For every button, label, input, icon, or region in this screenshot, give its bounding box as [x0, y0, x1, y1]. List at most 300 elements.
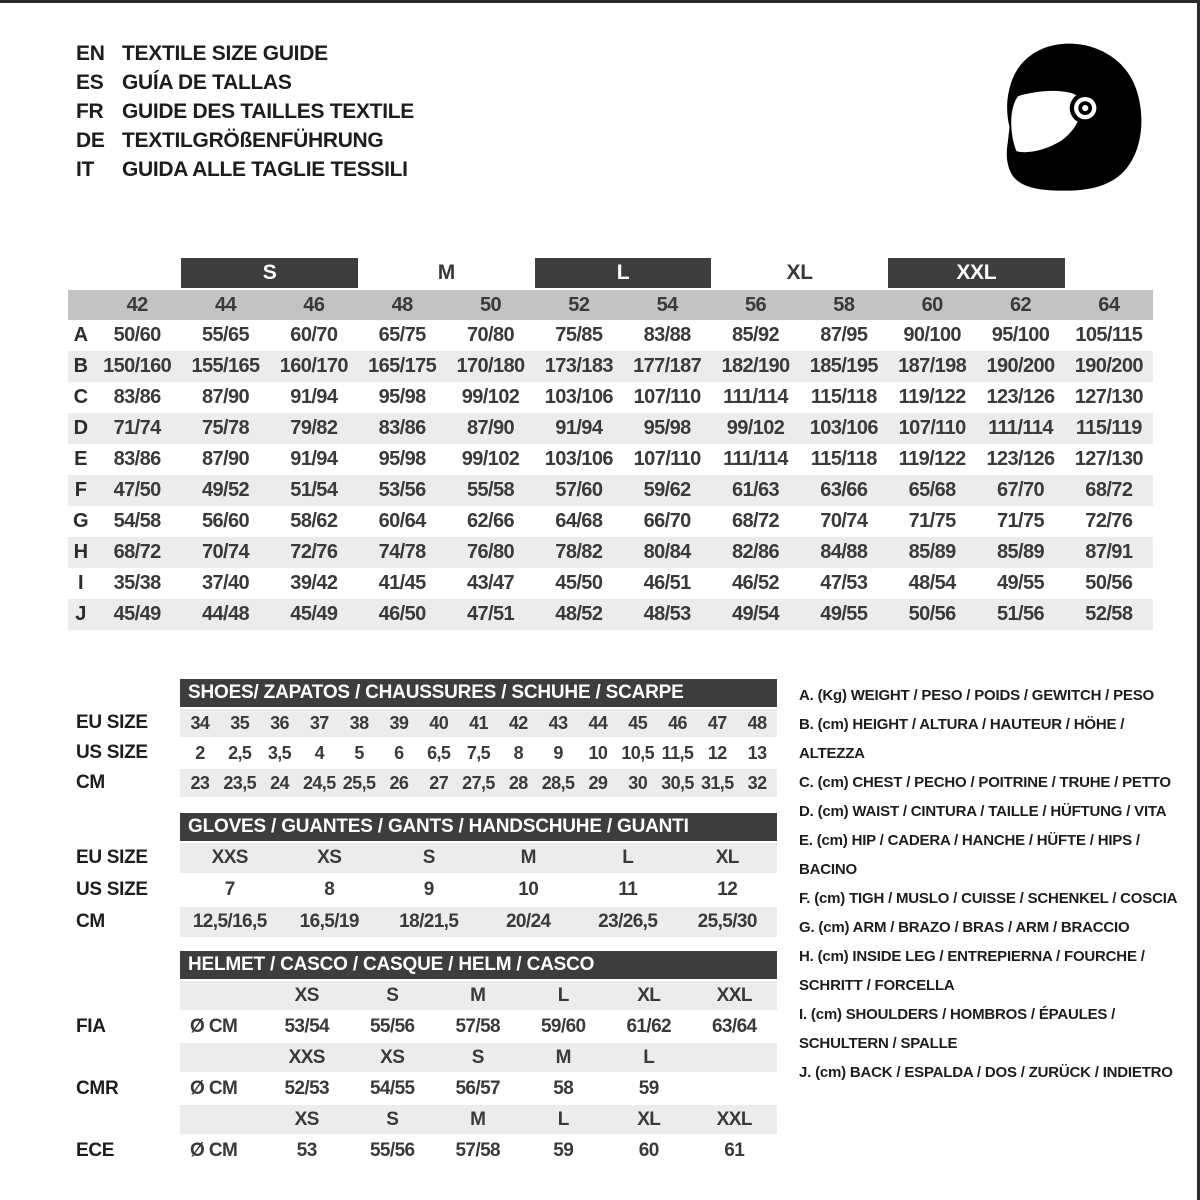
row-label: J	[75, 603, 86, 625]
shoes-size-cell: 31,5	[700, 772, 734, 793]
measurement-cell: 103/106	[544, 448, 613, 470]
measurement-cell: 95/100	[991, 324, 1050, 346]
row-label: G	[73, 510, 88, 532]
numeric-size-cell: 48	[391, 294, 413, 316]
measurement-cell: 91/94	[555, 417, 603, 439]
measurement-cell: 170/180	[456, 355, 525, 377]
helmet-size-cell: L	[557, 1108, 569, 1130]
measurement-cell: 75/85	[555, 324, 603, 346]
helmet-title: HELMET / CASCO / CASQUE / HELM / CASCO	[180, 951, 777, 979]
gloves-size-cell: 20/24	[505, 911, 551, 932]
shoes-size-cell: 38	[349, 712, 369, 733]
gloves-table	[68, 813, 778, 937]
size-group-m	[358, 258, 535, 288]
shoes-size-cell: 30	[628, 772, 648, 793]
measurement-cell: 76/80	[466, 541, 515, 563]
measurement-cell: 48/54	[908, 572, 956, 594]
helmet-value-cell: 55/56	[369, 1139, 415, 1161]
shoes-size-cell: 42	[508, 712, 528, 733]
measurement-cell: 80/84	[643, 541, 691, 563]
helmet-size-cell: XXL	[716, 1108, 752, 1130]
shoes-row	[180, 709, 777, 737]
row-label: C	[73, 386, 88, 408]
standard-label-ece: ECE	[76, 1139, 115, 1161]
size-group-label: XL	[786, 261, 813, 284]
textile-size-table	[68, 258, 1153, 630]
measurement-cell: 56/60	[201, 510, 250, 532]
helmet-value-cell: 63/64	[711, 1015, 757, 1037]
measurement-cell: 67/70	[996, 479, 1045, 501]
measurement-cell: 60/70	[290, 324, 338, 346]
helmet-size-cell: L	[643, 1046, 655, 1068]
language-title: TEXTILE SIZE GUIDE	[122, 42, 328, 65]
measurement-cell: 111/114	[988, 417, 1053, 439]
measurement-cell: 83/86	[113, 386, 161, 408]
measurement-cell: 103/106	[809, 417, 878, 439]
measurement-row	[68, 320, 1153, 351]
helmet-size-cell: M	[555, 1046, 571, 1068]
helmet-size-cell: XS	[294, 1108, 319, 1130]
gloves-size-cell: M	[520, 847, 536, 868]
shoes-size-cell: 23,5	[223, 772, 257, 793]
measurement-cell: 44/48	[201, 603, 250, 625]
measurement-cell: 105/115	[1075, 324, 1143, 346]
gloves-size-cell: 25,5/30	[697, 911, 757, 932]
helmet-size-row	[180, 981, 777, 1010]
measurement-cell: 150/160	[103, 355, 172, 377]
measurement-cell: 51/54	[290, 479, 338, 501]
measurement-cell: 83/86	[113, 448, 161, 470]
gloves-size-cell: 16,5/19	[299, 911, 359, 932]
measurement-cell: 115/119	[1075, 417, 1142, 439]
shoes-size-cell: 44	[588, 712, 608, 733]
row-label: F	[74, 479, 87, 501]
shoes-size-cell: 3,5	[267, 742, 292, 763]
gloves-size-cell: 9	[423, 879, 434, 900]
shoes-size-cell: 27	[429, 772, 449, 793]
shoes-size-cell: 30,5	[661, 772, 694, 793]
measurement-cell: 49/55	[820, 603, 868, 625]
helmet-value-cell: 59	[638, 1077, 659, 1099]
measurement-cell: 50/56	[1085, 572, 1133, 594]
helmet-value-cell: 53	[296, 1139, 317, 1161]
helmet-size-cell: XL	[637, 984, 661, 1006]
measurement-cell: 47/50	[113, 479, 161, 501]
measurement-cell: 41/45	[378, 572, 426, 594]
shoes-table	[68, 679, 778, 797]
shoes-size-cell: 11,5	[661, 742, 694, 763]
language-code: FR	[76, 100, 104, 123]
measurement-cell: 58/62	[290, 510, 338, 532]
shoes-size-cell: 12	[707, 742, 727, 763]
measurement-cell: 95/98	[378, 448, 426, 470]
shoes-size-cell: 2	[195, 742, 205, 763]
helmet-value-cell: 55/56	[369, 1015, 415, 1037]
helmet-size-cell: XS	[294, 984, 319, 1006]
row-label-cm: CM	[76, 911, 105, 932]
legend-entry: J. (cm) BACK / ESPALDA / DOS / ZURÜCK / INDIETRO	[799, 1064, 1173, 1081]
numeric-size-cell: 64	[1098, 294, 1120, 316]
measurement-cell: 48/52	[555, 603, 603, 625]
measurement-cell: 50/60	[113, 324, 161, 346]
numeric-size-cell: 54	[656, 294, 678, 316]
measurement-cell: 45/50	[555, 572, 603, 594]
measurement-cell: 55/65	[201, 324, 250, 346]
measurement-cell: 79/82	[290, 417, 338, 439]
measurement-cell: 47/51	[466, 603, 515, 625]
numeric-size-cell: 56	[744, 294, 767, 316]
legend-entry: B. (cm) HEIGHT / ALTURA / HAUTEUR / HÖHE / ALTEZZA	[799, 716, 1125, 762]
numeric-size-cell: 58	[833, 294, 855, 316]
shoes-size-cell: 34	[190, 712, 210, 733]
row-label: B	[73, 355, 88, 377]
measurement-cell: 60/64	[378, 510, 426, 532]
measurement-cell: 68/72	[1085, 479, 1133, 501]
measurement-cell: 46/52	[731, 572, 780, 594]
gloves-size-cell: 8	[324, 879, 335, 900]
shoes-size-cell: 2,5	[228, 742, 252, 763]
measurement-cell: 45/49	[113, 603, 161, 625]
helmet-value-cell: 59/60	[540, 1015, 586, 1037]
shoes-size-cell: 45	[628, 712, 648, 733]
shoes-size-cell: 9	[553, 742, 563, 763]
measurement-cell: 50/56	[908, 603, 956, 625]
gloves-size-cell: 12,5/16,5	[192, 911, 267, 932]
measurement-cell: 71/74	[113, 417, 161, 439]
size-group-label: L	[535, 258, 712, 288]
measurement-cell: 59/62	[643, 479, 691, 501]
measurement-cell: 115/118	[810, 448, 877, 470]
measurement-cell: 99/102	[461, 386, 520, 408]
helmet-value-row	[180, 1012, 777, 1041]
row-label: I	[78, 572, 83, 594]
measurement-cell: 182/190	[721, 355, 790, 377]
measurement-cell: 127/130	[1074, 386, 1143, 408]
measurement-cell: 87/95	[820, 324, 868, 346]
gloves-size-cell: 10	[518, 879, 539, 900]
shoes-size-cell: 24	[270, 772, 289, 793]
helmet-size-row	[180, 1043, 777, 1072]
measurement-cell: 68/72	[113, 541, 161, 563]
language-code: IT	[76, 158, 95, 181]
measurement-cell: 103/106	[544, 386, 613, 408]
measurement-cell: 87/90	[201, 386, 250, 408]
measurement-cell: 123/126	[986, 448, 1055, 470]
measurement-cell: 84/88	[820, 541, 868, 563]
helmet-size-cell: XL	[637, 1108, 661, 1130]
shoes-size-cell: 6,5	[427, 742, 451, 763]
measurement-legend	[799, 681, 1193, 1087]
gloves-size-cell: 11	[618, 879, 638, 900]
measurement-cell: 49/52	[201, 479, 250, 501]
shoes-row	[180, 739, 777, 767]
gloves-row	[180, 875, 777, 905]
shoes-size-cell: 6	[394, 742, 404, 763]
numeric-size-spacer	[68, 290, 93, 320]
racing-helmet-icon	[982, 29, 1154, 201]
measurement-cell: 87/90	[466, 417, 515, 439]
helmet-value-cell: 57/58	[455, 1015, 501, 1037]
shoes-size-cell: 27,5	[462, 772, 495, 793]
measurement-cell: 72/76	[1085, 510, 1133, 532]
language-line	[76, 155, 414, 184]
standard-label-cmr: CMR	[76, 1077, 119, 1099]
shoes-size-cell: 26	[389, 772, 409, 793]
helmet-size-cell: S	[386, 984, 399, 1006]
language-line	[76, 97, 414, 126]
measurement-cell: 51/56	[996, 603, 1045, 625]
shoes-size-cell: 4	[314, 742, 324, 763]
shoes-size-cell: 46	[668, 712, 687, 733]
measurement-cell: 68/72	[731, 510, 780, 532]
measurement-cell: 127/130	[1074, 448, 1143, 470]
measurement-cell: 72/76	[290, 541, 338, 563]
measurement-row	[68, 351, 1153, 382]
measurement-cell: 49/54	[731, 603, 780, 625]
shoes-size-cell: 23	[190, 772, 210, 793]
size-group-label: S	[181, 258, 358, 288]
measurement-row	[68, 568, 1153, 599]
measurement-cell: 47/53	[820, 572, 868, 594]
gloves-size-cell: XXS	[211, 847, 248, 868]
shoes-size-cell: 29	[588, 772, 608, 793]
measurement-cell: 87/90	[201, 448, 250, 470]
gloves-size-cell: 23/26,5	[598, 911, 658, 932]
helmet-value-cell: 61	[724, 1139, 745, 1161]
measurement-cell: 119/122	[898, 448, 966, 470]
gloves-size-cell: XL	[715, 847, 739, 868]
measurement-cell: 190/200	[986, 355, 1055, 377]
helmet-size-cell: M	[470, 984, 486, 1006]
gloves-size-cell: 7	[224, 879, 235, 900]
row-label-us-size: US SIZE	[76, 879, 148, 900]
measurement-cell: 75/78	[201, 417, 250, 439]
measurement-cell: 99/102	[461, 448, 520, 470]
measurement-cell: 165/175	[368, 355, 437, 377]
shoes-size-cell: 39	[389, 712, 409, 733]
measurement-cell: 185/195	[809, 355, 878, 377]
gloves-size-cell: 18/21,5	[399, 911, 459, 932]
numeric-size-cell: 50	[479, 294, 502, 316]
measurement-cell: 70/74	[201, 541, 250, 563]
measurement-cell: 91/94	[290, 448, 338, 470]
shoes-size-cell: 40	[429, 712, 449, 733]
row-label: D	[73, 417, 88, 439]
row-label-us-size: US SIZE	[76, 742, 148, 763]
diameter-label: Ø CM	[190, 1015, 238, 1037]
helmet-value-cell: 57/58	[455, 1139, 501, 1161]
row-label: E	[74, 448, 87, 470]
language-code: DE	[76, 129, 105, 152]
measurement-cell: 111/114	[723, 448, 788, 470]
measurement-cell: 187/198	[898, 355, 967, 377]
measurement-cell: 57/60	[555, 479, 603, 501]
gloves-size-cell: XS	[317, 847, 342, 868]
measurement-cell: 90/100	[903, 324, 961, 346]
helmet-size-row	[180, 1105, 777, 1134]
legend-entry: G. (cm) ARM / BRAZO / BRAS / ARM / BRACCIO	[799, 919, 1130, 936]
helmet-size-cell: S	[471, 1046, 484, 1068]
gloves-row	[180, 907, 777, 937]
helmet-value-cell: 54/55	[369, 1077, 415, 1099]
measurement-cell: 43/47	[466, 572, 515, 594]
language-title: TEXTILGRÖßENFÜHRUNG	[122, 129, 384, 152]
measurement-cell: 107/110	[898, 417, 966, 439]
measurement-cell: 95/98	[378, 386, 426, 408]
size-group-header	[68, 258, 1153, 290]
legend-entry: F. (cm) TIGH / MUSLO / CUISSE / SCHENKEL / COSCIA	[799, 890, 1178, 907]
measurement-cell: 62/66	[466, 510, 515, 532]
helmet-size-cell: XXS	[288, 1046, 325, 1068]
legend-entry: C. (cm) CHEST / PECHO / POITRINE / TRUHE / PETTO	[799, 774, 1171, 791]
row-label-cm: CM	[76, 772, 105, 793]
gloves-size-cell: 12	[717, 879, 738, 900]
helmet-value-cell: 56/57	[455, 1077, 501, 1099]
shoes-size-cell: 28	[508, 772, 528, 793]
diameter-label: Ø CM	[190, 1139, 238, 1161]
measurement-cell: 87/91	[1085, 541, 1133, 563]
helmet-size-cell: L	[557, 984, 569, 1006]
measurement-cell: 54/58	[113, 510, 161, 532]
shoes-size-cell: 41	[469, 712, 488, 733]
measurement-cell: 107/110	[633, 448, 701, 470]
measurement-cell: 107/110	[633, 386, 701, 408]
shoes-size-cell: 24,5	[302, 772, 336, 793]
measurement-row	[68, 599, 1153, 630]
measurement-cell: 123/126	[986, 386, 1055, 408]
row-label-eu-size: EU SIZE	[76, 847, 148, 868]
measurement-cell: 173/183	[544, 355, 613, 377]
measurement-cell: 160/170	[279, 355, 348, 377]
shoes-size-cell: 7,5	[466, 742, 491, 763]
helmet-value-cell: 52/53	[284, 1077, 330, 1099]
numeric-size-cell: 42	[126, 294, 148, 316]
measurement-row	[68, 413, 1153, 444]
shoes-size-cell: 10,5	[621, 742, 655, 763]
language-line	[76, 68, 414, 97]
measurement-cell: 95/98	[643, 417, 691, 439]
measurement-cell: 52/58	[1085, 603, 1133, 625]
shoes-size-cell: 36	[270, 712, 289, 733]
measurement-cell: 83/86	[378, 417, 426, 439]
helmet-size-cell: XS	[380, 1046, 405, 1068]
measurement-cell: 74/78	[378, 541, 426, 563]
language-title: GUIDA ALLE TAGLIE TESSILI	[122, 158, 408, 181]
measurement-cell: 35/38	[113, 572, 161, 594]
measurement-cell: 70/74	[820, 510, 868, 532]
measurement-cell: 119/122	[898, 386, 966, 408]
diameter-label: Ø CM	[190, 1077, 238, 1099]
measurement-cell: 177/187	[633, 355, 702, 377]
helmet-value-cell: 53/54	[284, 1015, 330, 1037]
measurement-cell: 78/82	[555, 541, 603, 563]
measurement-cell: 46/50	[378, 603, 426, 625]
size-group-s	[181, 258, 358, 288]
shoes-size-cell: 43	[548, 712, 568, 733]
helmet-table	[68, 951, 778, 1165]
size-group-label: XXL	[888, 258, 1065, 288]
helmet-size-cell: S	[386, 1108, 399, 1130]
measurement-cell: 190/200	[1074, 355, 1143, 377]
measurement-cell: 85/92	[731, 324, 780, 346]
shoes-size-cell: 13	[747, 742, 767, 763]
shoes-size-cell: 10	[588, 742, 608, 763]
measurement-cell: 85/89	[996, 541, 1045, 563]
measurement-cell: 37/40	[201, 572, 250, 594]
numeric-size-cell: 46	[303, 294, 325, 316]
measurement-cell: 111/114	[723, 386, 788, 408]
shoes-size-cell: 25,5	[342, 772, 376, 793]
language-line	[76, 39, 414, 68]
size-group-label: M	[437, 261, 455, 284]
language-title: GUÍA DE TALLAS	[122, 71, 292, 94]
helmet-value-cell: 58	[553, 1077, 574, 1099]
measurement-cell: 49/55	[996, 572, 1045, 594]
measurement-cell: 63/66	[820, 479, 868, 501]
helmet-value-row	[180, 1136, 777, 1165]
gloves-size-cell: S	[422, 847, 435, 868]
measurement-cell: 99/102	[726, 417, 785, 439]
legend-entry: A. (Kg) WEIGHT / PESO / POIDS / GEWITCH / PESO	[799, 687, 1154, 704]
measurement-cell: 70/80	[466, 324, 515, 346]
helmet-value-cell: 59	[553, 1139, 574, 1161]
visor-pivot-center	[1082, 105, 1088, 111]
shoes-size-cell: 37	[309, 712, 329, 733]
legend-entry: H. (cm) INSIDE LEG / ENTREPIERNA / FOURCHE / SCHRITT / FORCELLA	[799, 948, 1145, 994]
language-title-list	[76, 39, 414, 184]
shoes-size-cell: 8	[513, 742, 523, 763]
language-code: ES	[76, 71, 104, 94]
measurement-cell: 46/51	[643, 572, 691, 594]
row-label: H	[73, 541, 88, 563]
helmet-size-cell: XXL	[716, 984, 752, 1006]
size-group-xl	[711, 258, 888, 288]
measurement-cell: 71/75	[996, 510, 1045, 532]
measurement-cell: 115/118	[810, 386, 877, 408]
helmet-value-row	[180, 1074, 777, 1103]
legend-entry: E. (cm) HIP / CADERA / HANCHE / HÜFTE / HIPS / BACINO	[799, 832, 1140, 878]
numeric-size-cell: 62	[1009, 294, 1032, 316]
measurement-cell: 65/68	[908, 479, 956, 501]
row-label: A	[73, 324, 88, 346]
helmet-value-cell: 61/62	[626, 1015, 672, 1037]
language-line	[76, 126, 414, 155]
shoes-size-cell: 48	[747, 712, 767, 733]
standard-label-fia: FIA	[76, 1015, 106, 1037]
measurement-cell: 82/86	[731, 541, 780, 563]
numeric-size-cell: 60	[921, 294, 943, 316]
size-group-xxl	[888, 258, 1065, 288]
helmet-size-cell: M	[470, 1108, 486, 1130]
measurement-cell: 71/75	[908, 510, 956, 532]
numeric-size-row	[68, 290, 1153, 320]
shoes-size-cell: 32	[747, 772, 767, 793]
shoes-row	[180, 769, 777, 797]
shoes-size-cell: 28,5	[541, 772, 575, 793]
measurement-cell: 64/68	[555, 510, 603, 532]
legend-entry: D. (cm) WAIST / CINTURA / TAILLE / HÜFTUNG / VITA	[799, 803, 1167, 820]
measurement-row	[68, 506, 1153, 537]
measurement-cell: 48/53	[643, 603, 691, 625]
helmet-value-cell: 60	[638, 1139, 659, 1161]
language-title: GUIDE DES TAILLES TEXTILE	[122, 100, 414, 123]
shoes-title: SHOES/ ZAPATOS / CHAUSSURES / SCHUHE / SCARPE	[180, 679, 777, 707]
numeric-size-cell: 52	[568, 294, 590, 316]
measurement-row	[68, 382, 1153, 413]
gloves-size-cell: L	[622, 847, 634, 868]
gloves-title: GLOVES / GUANTES / GANTS / HANDSCHUHE / GUANTI	[180, 813, 777, 841]
legend-entry: I. (cm) SHOULDERS / HOMBROS / ÉPAULES / SCHULTERN / SPALLE	[799, 1006, 1116, 1052]
